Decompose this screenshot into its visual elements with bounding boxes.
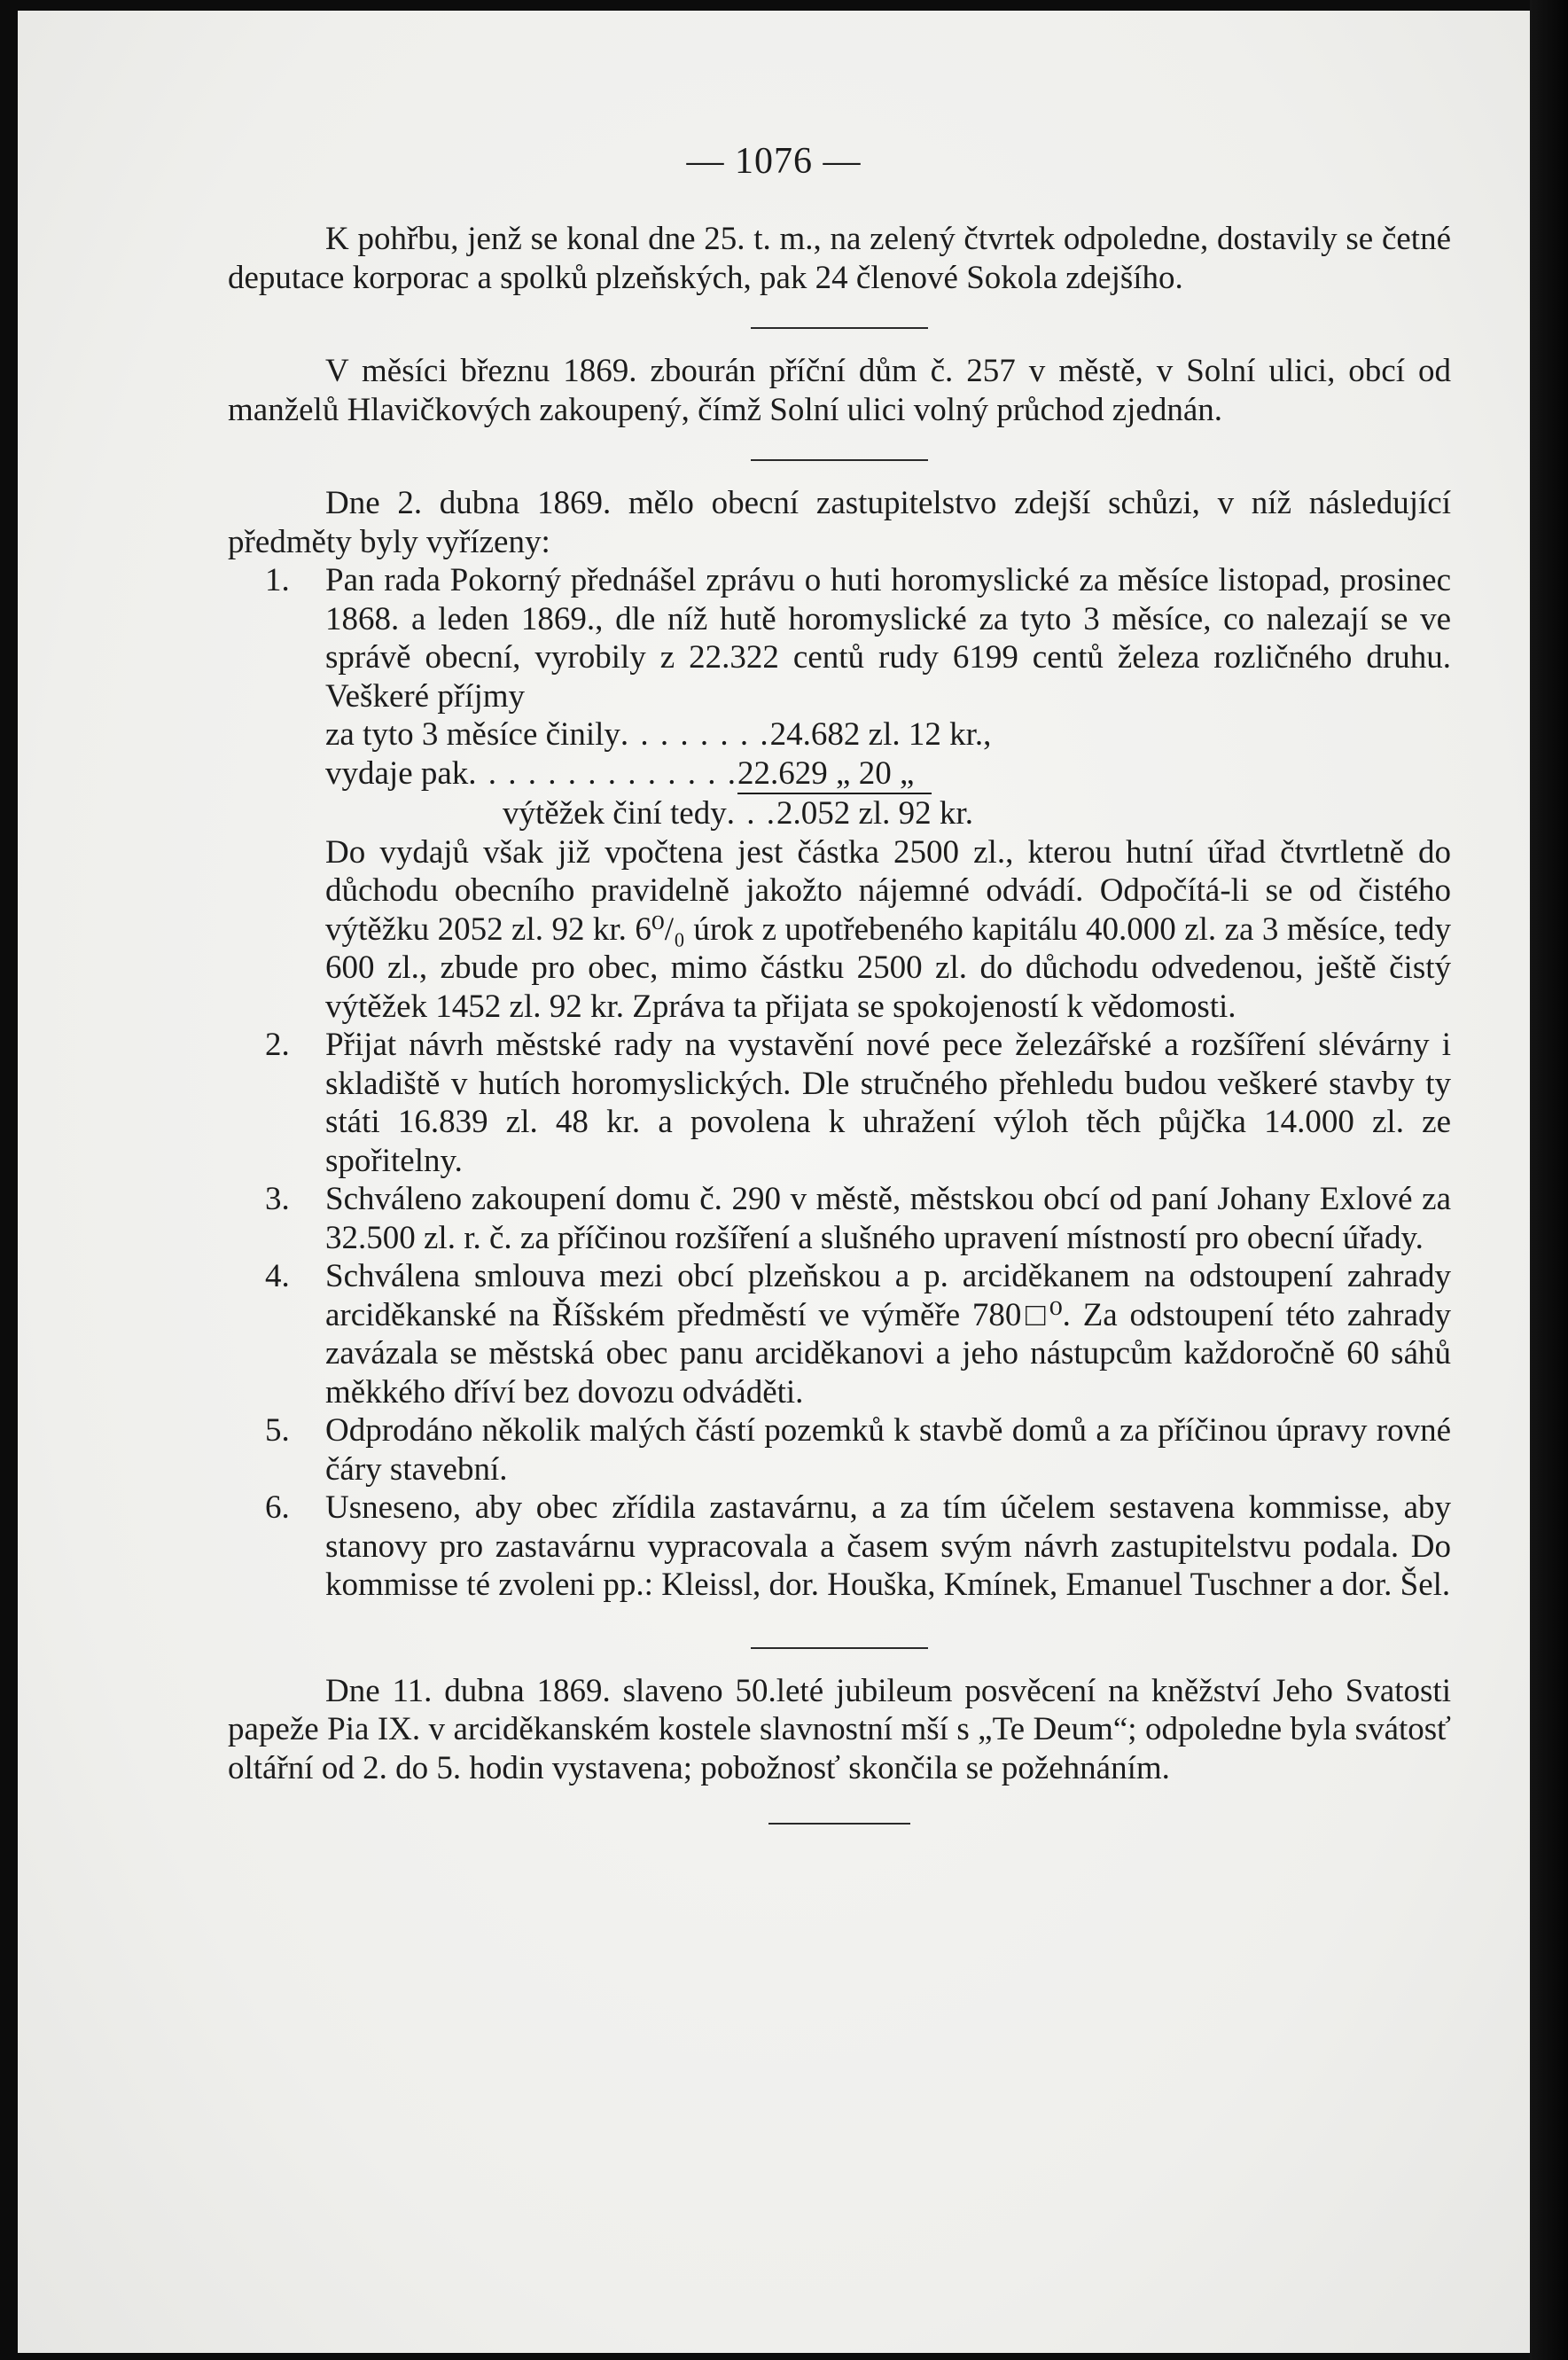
leader-dots: . . . — [726, 795, 776, 832]
item-text-continued: Do vydajů však již vpočtena jest částka 2500 zl., kterou hutní úřad čtvrtletně do důchodu obecního pravidelně jakožto nájemné odvádí. Odpočítá-li se od čistého výtěžku 2052 zl. 92 kr. 6⁰/₀ úrok z upotřebeného kapitálu 40.000 zl. za 3 měsíce, tedy 600 zl., zbude pro obec, mimo částku 2500 zl. do důchodu odvedenou, ještě čistý výtěžek 1452 zl. 92 kr. Zpráva ta přijata se spokojeností k vědomosti. — [325, 833, 1451, 1025]
expenses-amount: 22.629 „ 20 „ — [737, 754, 932, 795]
list-item — [228, 1180, 1451, 1257]
income-label: za tyto 3 měsíce činily — [325, 716, 620, 753]
paragraph-jubilee: Dne 11. dubna 1869. slaveno 50.leté jubileum posvěcení na kněžství Jeho Svatosti papeže Pia IX. v arciděkanském kostele slavnostní mší s „Te Deum“; odpoledne byla svátosť oltářní od 2. do 5. hodin vystavena; pobožnosť skončila se požehnáním. — [228, 1672, 1451, 1786]
item-text: Přijat návrh městské rady na vystavění nové pece železářské a rozšíření slévárny i skladiště v hutích horomyslických. Dle stručného přehledu budou veškeré stavby ty státi 16.839 zl. 48 kr. a povolena k uhražení výloh těch půjčka 14.000 zl. ze spořitelny. — [325, 1027, 1451, 1179]
item-number: 5. — [265, 1412, 290, 1449]
item-number: 1. — [265, 562, 290, 598]
expenses-label: vydaje pak — [325, 754, 469, 792]
scan-border — [1530, 0, 1568, 2360]
page-content — [228, 220, 1451, 1825]
item-text: Schválena smlouva mezi obcí plzeňskou a p. arciděkanem na odstoupení zahrady arciděkanské na Říšském předměstí ve výměře 780□⁰. Za odstoupení této zahrady zavázala se městská obec panu arciděkanovi a jeho nástupcům každoročně 60 sáhů měkkého dříví bez dovozu odváděti. — [325, 1258, 1451, 1411]
yield-row — [325, 794, 1451, 833]
item-number: 2. — [265, 1027, 290, 1063]
yield-label: výtěžek činí tedy — [503, 795, 727, 832]
resolutions-list — [228, 561, 1451, 1605]
leader-dots: . . . . . . . . — [620, 716, 770, 753]
list-item — [228, 1489, 1451, 1605]
income-row — [325, 715, 1451, 754]
paragraph-funeral: K pohřbu, jenž se konal dne 25. t. m., na zelený čtvrtek odpoledne, dostavily se četné deputace korporac a spolků plzeňských, pak 24 členové Sokola zdejšího. — [228, 221, 1451, 296]
item-number: 6. — [265, 1489, 290, 1526]
paragraph-council-meeting: Dne 2. dubna 1869. mělo obecní zastupitelstvo zdejší schůzi, v níž následující předměty byly vyřízeny: — [228, 485, 1451, 560]
list-item — [228, 561, 1451, 1026]
income-amount: 24.682 zl. 12 kr., — [769, 716, 992, 753]
document-page — [18, 11, 1530, 2353]
list-item — [228, 1257, 1451, 1411]
page-number: — 1076 — — [686, 141, 862, 182]
paragraph-house-demolition: V měsíci březnu 1869. zbourán příční dům č. 257 v městě, v Solní ulici, obcí od manželů Hlavičkových zakoupený, čímž Solní ulici volný průchod zjednán. — [228, 353, 1451, 428]
item-text: Usneseno, aby obec zřídila zastavárnu, a za tím účelem sestavena kommisse, aby stanovy pro zastavárnu vypracovala a časem svým návrh zastupitelstvu podala. Do kommisse té zvoleni pp.: Kleissl, dor. Houška, Kmínek, Emanuel Tuschner a dor. Šel. — [325, 1489, 1451, 1603]
item-text: Odprodáno několik malých částí pozemků k stavbě domů a za příčinou úpravy rovné čáry stavební. — [325, 1412, 1451, 1488]
separator-line — [768, 1823, 910, 1825]
list-item — [228, 1026, 1451, 1180]
leader-dots: . . . . . . . . . . . . . . — [468, 754, 738, 792]
yield-amount: 2.052 zl. 92 kr. — [776, 795, 973, 832]
item-number: 3. — [265, 1181, 290, 1217]
expenses-row — [325, 754, 1451, 795]
list-item — [228, 1411, 1451, 1489]
item-text: Pan rada Pokorný přednášel zprávu o huti horomyslické za měsíce listopad, prosinec 1868. a leden 1869., dle níž hutě horomyslické za tyto 3 měsíce, co nalezají se ve správě obecní, vyrobily z 22.322 centů rudy 6199 centů železa rozličného druhu. Veškeré příjmy — [325, 562, 1451, 715]
item-text: Schváleno zakoupení domu č. 290 v městě, městskou obcí od paní Johany Exlové za 32.500 zl. r. č. za příčinou rozšíření a slušného upravení místností pro obecní úřady. — [325, 1181, 1451, 1256]
item-number: 4. — [265, 1258, 290, 1294]
